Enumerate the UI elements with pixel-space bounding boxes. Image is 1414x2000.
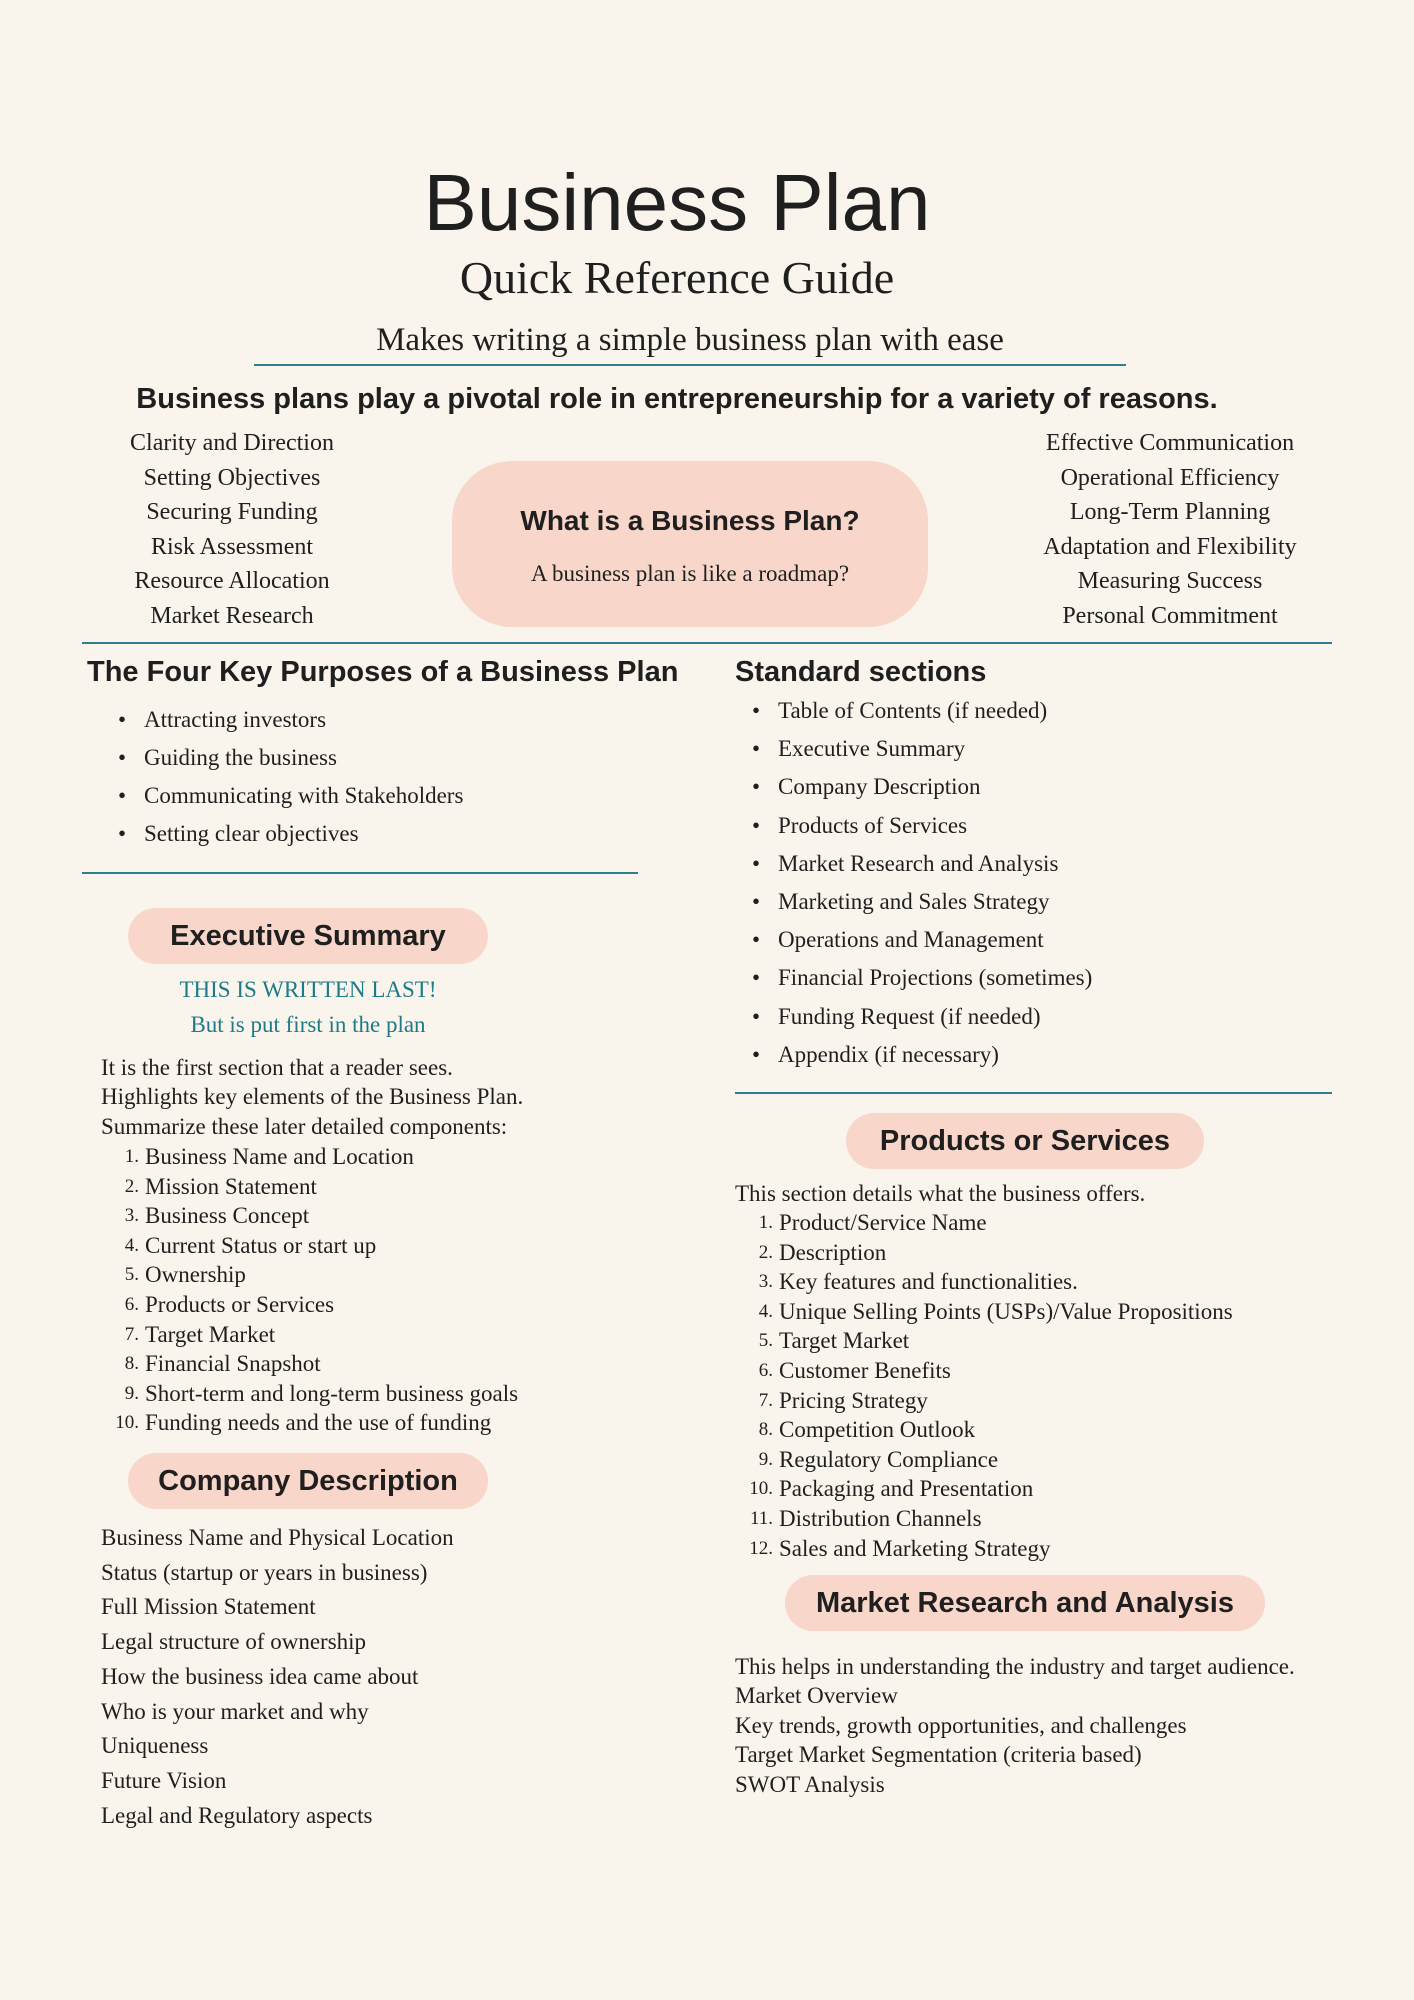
intro-heading: Business plans play a pivotal role in entrepreneurship for a variety of reasons.: [136, 383, 1218, 415]
page-title: Business Plan: [423, 158, 931, 247]
tagline-underline: [254, 364, 1126, 366]
list-item: • Marketing and Sales Strategy: [718, 883, 1318, 921]
reasons-right-list: [1000, 426, 1340, 634]
list-item: 10. Funding needs and the use of funding: [115, 1410, 492, 1436]
purposes-title: The Four Key Purposes of a Business Plan: [87, 656, 679, 688]
list-item: • Financial Projections (sometimes): [718, 959, 1318, 997]
list-item: Personal Commitment: [1062, 602, 1278, 629]
list-item: 9. Regulatory Compliance: [758, 1446, 999, 1472]
purposes-list: [84, 701, 644, 853]
list-item: Resource Allocation: [134, 568, 330, 595]
list-item: 5. Target Market: [758, 1328, 910, 1354]
list-item: 2. Mission Statement: [124, 1173, 317, 1199]
list-item: • Attracting investors: [84, 701, 644, 739]
text-line: Summarize these later detailed components:: [101, 1113, 508, 1139]
list-item: • Communicating with Stakeholders: [84, 777, 644, 815]
what-is-title: What is a Business Plan?: [520, 505, 860, 536]
list-item: How the business idea came about: [101, 1663, 419, 1689]
what-is-callout: [452, 461, 928, 627]
list-item: 8. Competition Outlook: [758, 1417, 976, 1443]
list-item: 10. Packaging and Presentation: [749, 1476, 1034, 1502]
text-line: Key trends, growth opportunities, and challenges: [735, 1712, 1187, 1738]
list-item: Adaptation and Flexibility: [1043, 533, 1297, 560]
list-item: Clarity and Direction: [130, 430, 334, 456]
list-item: Setting Objectives: [143, 464, 321, 491]
list-item: 9. Short-term and long-term business goals: [124, 1380, 519, 1406]
list-item: Operational Efficiency: [1060, 464, 1280, 491]
list-item: Effective Communication: [1045, 430, 1295, 456]
list-item: 11. Distribution Channels: [749, 1505, 982, 1531]
market-research-text: [735, 1652, 1315, 1799]
list-item: 1. Product/Service Name: [758, 1210, 987, 1235]
list-item: Securing Funding: [146, 499, 318, 526]
tagline: Makes writing a simple business plan with ease: [376, 322, 1004, 358]
list-item: • Market Research and Analysis: [718, 845, 1318, 883]
list-item: 6. Customer Benefits: [758, 1357, 951, 1383]
text-line: Market Overview: [735, 1683, 898, 1709]
list-item: Legal structure of ownership: [101, 1629, 367, 1655]
list-item: • Executive Summary: [718, 730, 1318, 768]
list-item: Measuring Success: [1077, 568, 1263, 595]
what-is-text: A business plan is like a roadmap?: [530, 561, 850, 586]
section-divider: [82, 642, 1332, 644]
text-line: SWOT Analysis: [735, 1771, 885, 1797]
list-item: • Company Description: [718, 768, 1318, 806]
list-item: 5. Ownership: [124, 1262, 246, 1288]
list-item: Who is your market and why: [101, 1698, 369, 1724]
executive-summary-note-2: But is put first in the plan: [190, 1012, 426, 1037]
company-description-list: [101, 1521, 661, 1833]
products-services-list: [735, 1208, 1335, 1563]
list-item: Future Vision: [101, 1767, 227, 1793]
list-item: • Funding Request (if needed): [718, 998, 1318, 1036]
standard-sections-title: Standard sections: [735, 656, 987, 688]
list-item: Risk Assessment: [150, 533, 314, 560]
list-item: 1. Business Name and Location: [124, 1144, 414, 1169]
list-item: Market Research: [150, 602, 314, 629]
page-subtitle: Quick Reference Guide: [459, 252, 895, 303]
products-services-heading: Products or Services: [846, 1113, 1204, 1169]
list-item: 4. Unique Selling Points (USPs)/Value Propositions: [758, 1298, 1233, 1324]
executive-summary-list: [101, 1142, 661, 1438]
list-item: • Setting clear objectives: [84, 815, 644, 853]
list-item: • Products of Services: [718, 807, 1318, 845]
section-divider: [735, 1092, 1332, 1094]
list-item: Legal and Regulatory aspects: [101, 1802, 373, 1828]
section-divider: [82, 872, 638, 874]
list-item: 6. Products or Services: [124, 1291, 335, 1317]
products-services-intro: This section details what the business offers.: [735, 1181, 1146, 1206]
text-line: This helps in understanding the industry and target audience.: [735, 1654, 1295, 1679]
reasons-left-list: [62, 426, 402, 634]
list-item: 3. Key features and functionalities.: [758, 1269, 1078, 1295]
executive-summary-note-1: THIS IS WRITTEN LAST!: [179, 977, 437, 1002]
list-item: • Table of Contents (if needed): [718, 692, 1318, 730]
list-item: 12. Sales and Marketing Strategy: [749, 1535, 1051, 1561]
market-research-heading: Market Research and Analysis: [785, 1575, 1265, 1631]
company-description-heading: Company Description: [128, 1453, 488, 1509]
list-item: 2. Description: [758, 1239, 887, 1265]
list-item: Uniqueness: [101, 1733, 209, 1759]
text-line: Target Market Segmentation (criteria based): [735, 1742, 1142, 1768]
list-item: 4. Current Status or start up: [124, 1232, 377, 1258]
list-item: 7. Target Market: [124, 1321, 276, 1347]
list-item: • Appendix (if necessary): [718, 1036, 1318, 1074]
executive-summary-intro: [101, 1053, 661, 1141]
executive-summary-heading: Executive Summary: [128, 908, 488, 964]
list-item: • Operations and Management: [718, 921, 1318, 959]
text-line: It is the first section that a reader sees.: [101, 1055, 453, 1080]
list-item: Full Mission Statement: [101, 1594, 316, 1620]
list-item: 8. Financial Snapshot: [124, 1351, 321, 1377]
list-item: Status (startup or years in business): [101, 1559, 428, 1585]
text-line: Highlights key elements of the Business Plan.: [101, 1084, 524, 1110]
standard-sections-list: [718, 692, 1318, 1074]
list-item: • Guiding the business: [84, 739, 644, 777]
list-item: Long-Term Planning: [1069, 499, 1271, 526]
list-item: 3. Business Concept: [124, 1203, 310, 1229]
list-item: 7. Pricing Strategy: [758, 1387, 928, 1413]
list-item: Business Name and Physical Location: [101, 1525, 454, 1550]
